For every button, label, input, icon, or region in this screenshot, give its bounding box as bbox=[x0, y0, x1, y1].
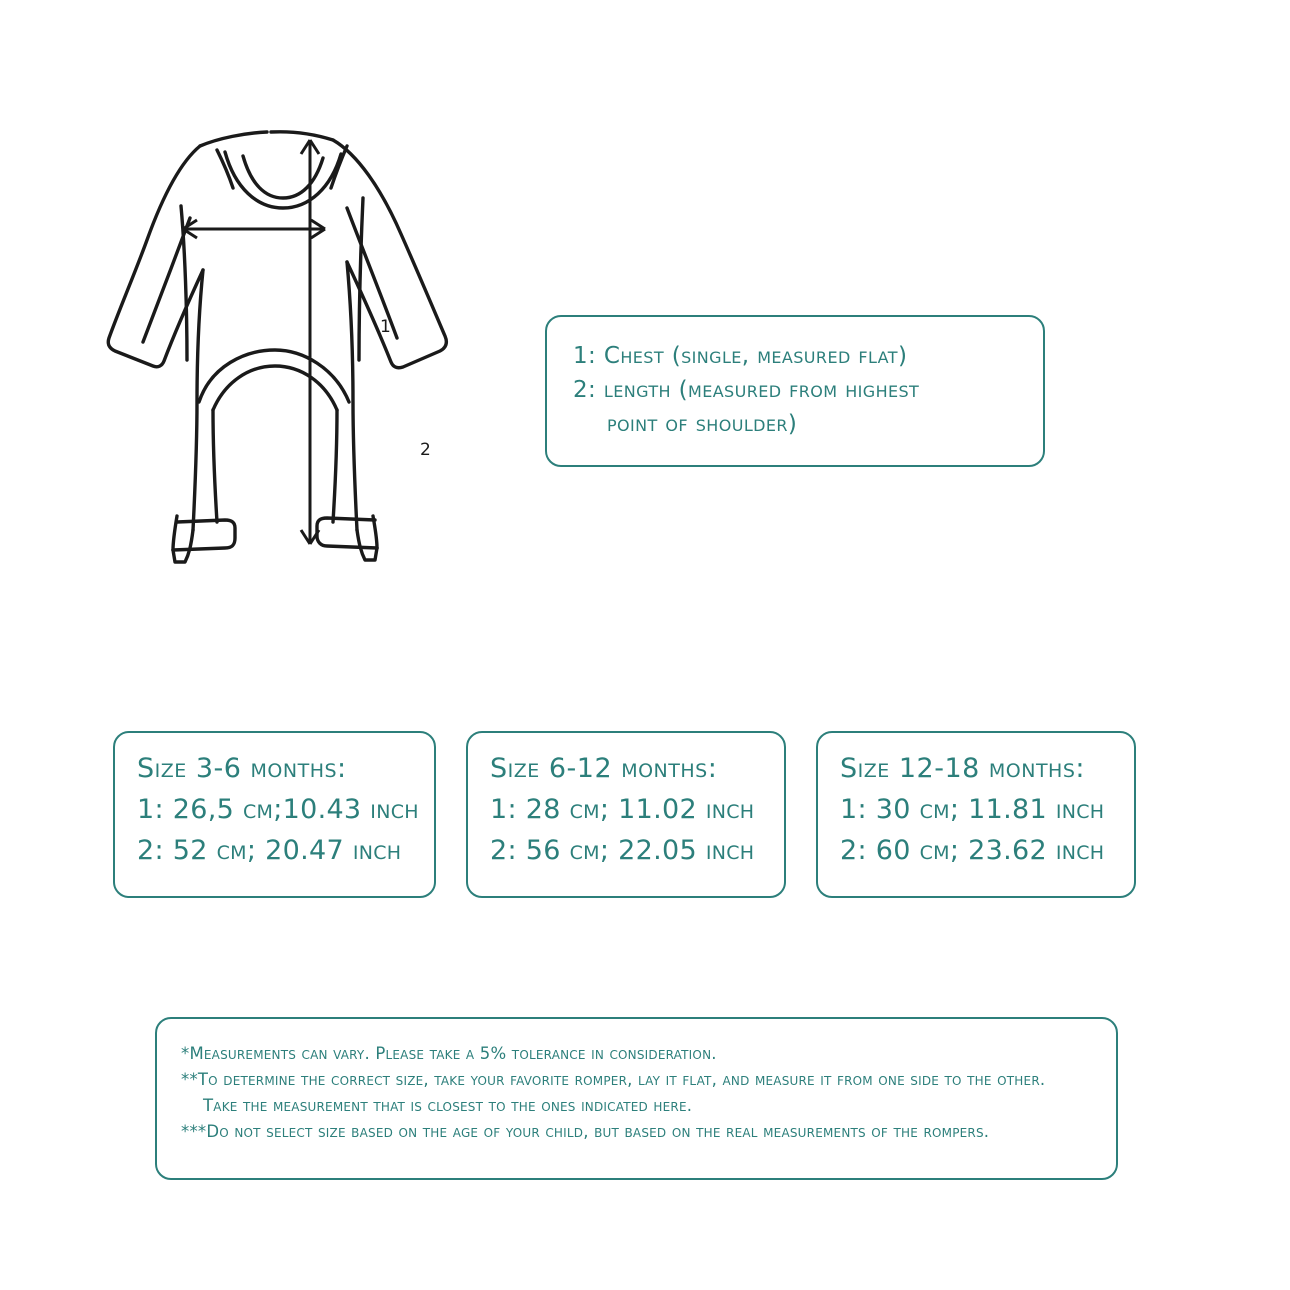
size-card-chest: 1: 28 cm; 11.02 inch bbox=[490, 794, 755, 825]
size-card-title: Size 3-6 months: bbox=[137, 753, 347, 784]
size-card-6-12-months bbox=[466, 731, 786, 898]
romper-outline-svg bbox=[95, 110, 495, 580]
dimension-arrow-chest bbox=[177, 220, 327, 238]
note-line-how-to-measure-cont: Take the measurement that is closest to the ones indicated here. bbox=[203, 1096, 693, 1115]
dimension-arrow-length bbox=[301, 140, 319, 544]
note-line-tolerance: *Measurements can vary. Please take a 5% tolerance in consideration. bbox=[181, 1044, 717, 1063]
note-line-age-warning: ***Do not select size based on the age of your child, but based on the real measurements of the rompers. bbox=[181, 1122, 990, 1141]
measurement-legend-box bbox=[545, 315, 1045, 467]
size-card-length: 2: 60 cm; 23.62 inch bbox=[840, 835, 1105, 866]
size-card-chest: 1: 26,5 cm;10.43 inch bbox=[137, 794, 419, 825]
size-card-12-18-months bbox=[816, 731, 1136, 898]
dimension-label-1: 1 bbox=[380, 317, 391, 337]
size-card-title: Size 12-18 months: bbox=[840, 753, 1085, 784]
size-card-length: 2: 56 cm; 22.05 inch bbox=[490, 835, 755, 866]
size-card-chest: 1: 30 cm; 11.81 inch bbox=[840, 794, 1105, 825]
note-line-how-to-measure: **To determine the correct size, take your favorite romper, lay it flat, and measure it from one side to the other. bbox=[181, 1070, 1046, 1089]
size-card-title: Size 6-12 months: bbox=[490, 753, 718, 784]
notes-box bbox=[155, 1017, 1118, 1180]
size-card-3-6-months bbox=[113, 731, 436, 898]
romper-illustration bbox=[95, 110, 495, 580]
legend-line-length: 2: length (measured from highest bbox=[573, 377, 920, 403]
legend-line-chest: 1: Chest (single, measured flat) bbox=[573, 343, 908, 369]
dimension-label-2: 2 bbox=[420, 440, 431, 460]
legend-line-length-cont: point of shoulder) bbox=[607, 411, 798, 437]
size-card-length: 2: 52 cm; 20.47 inch bbox=[137, 835, 402, 866]
